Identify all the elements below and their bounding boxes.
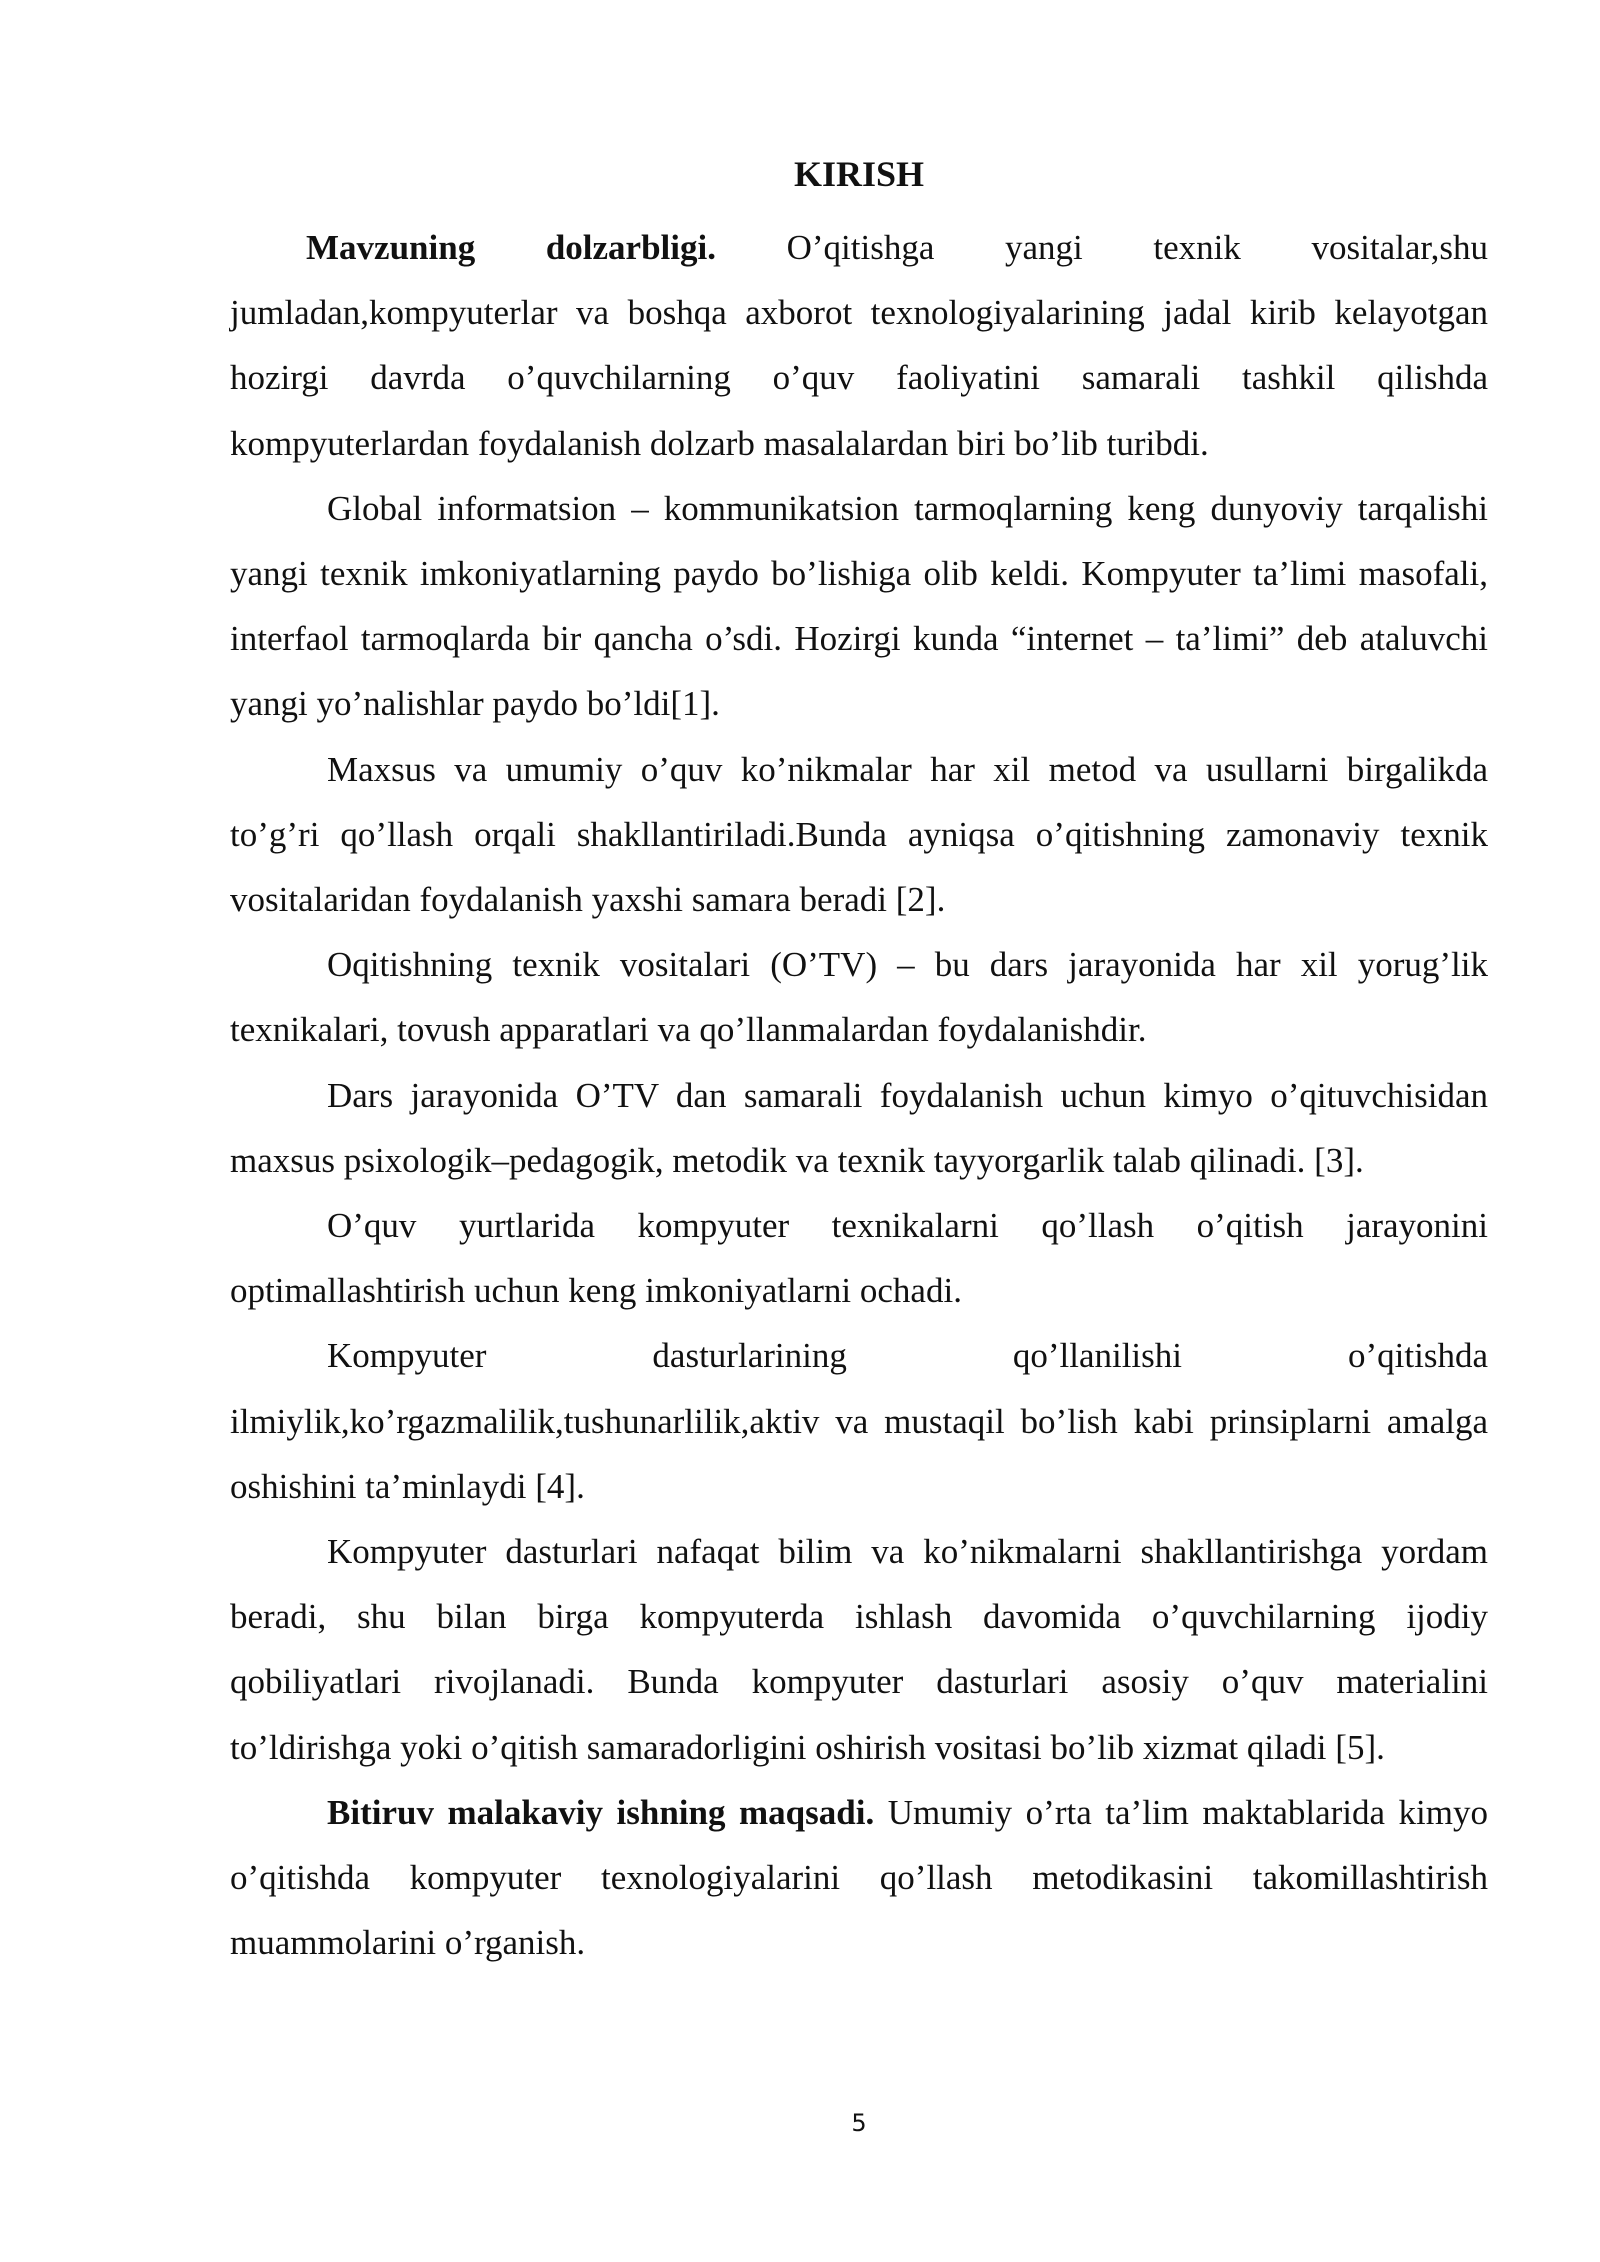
paragraph-educational-institutions: O’quv yurtlarida kompyuter texnikalarni qo’llash o’qitish jarayonini optimallashtirish uchun keng imkoniyatlarni ochadi. xyxy=(230,1206,1488,1311)
paragraph-global-networks: Global informatsion – kommunikatsion tarmoqlarning keng dunyoviy tarqalishi yangi texnik imkoniyatlarning paydo bo’lishiga olib keldi. Kompyuter ta’limi masofali, interfaol tarmoqlarda bir qancha o’sdi. Hozirgi kunda “internet – ta’limi” deb ataluvchi yangi yo’nalishlar paydo bo’ldi[1]. xyxy=(230,488,1488,724)
paragraph-goal xyxy=(230,1780,1488,1976)
paragraph-software-benefits: Kompyuter dasturlari nafaqat bilim va ko’nikmalarni shakllantirishga yordam beradi, shu bilan birga kompyuterda ishlash davomida o’quvchilarning ijodiy qobiliyatlari rivojlanadi. Bunda kompyuter dasturlari asosiy o’quv materialini to’ldirishga yoki o’qitish samaradorligini oshirish vositasi bo’lib xizmat qiladi [5]. xyxy=(230,1532,1488,1767)
page-number: 5 xyxy=(851,2109,867,2137)
section-heading: KIRISH xyxy=(793,154,925,194)
relevance-lead: Mavzuning dolzarbligi. xyxy=(306,228,716,267)
paragraph-relevance xyxy=(230,215,1488,476)
relevance-text: O’qitishga yangi texnik vositalar,shu jumladan,kompyuterlar va boshqa axborot texnologiyalarining jadal kirib kelayotgan hozirgi davrda o’quvchilarning o’quv faoliyatini samarali tashkil qilishda kompyuterlardan foydalanish dolzarb masalalardan biri bo’lib turibdi. xyxy=(230,228,1488,463)
paragraph-learning-skills: Maxsus va umumiy o’quv ko’nikmalar har xil metod va usullarni birgalikda to’g’ri qo’llash orqali shakllantiriladi.Bunda ayniqsa o’qitishning zamonaviy texnik vositalaridan foydalanish yaxshi samara beradi [2]. xyxy=(230,749,1488,920)
paragraph-technical-tools: Oqitishning texnik vositalari (O’TV) – bu dars jarayonida har xil yorug’lik texnikalari, tovush apparatlari va qo’llanmalardan foydalanishdir. xyxy=(230,945,1488,1050)
page-content xyxy=(230,150,1488,1975)
paragraph-software-principles: Kompyuter dasturlarining qo’llanilishi o’qitishda ilmiylik,ko’rgazmalilik,tushunarlilik,aktiv va mustaqil bo’lish kabi prinsiplarni amalga oshishini ta’minlaydi [4]. xyxy=(230,1336,1488,1506)
paragraph-teacher-preparation: Dars jarayonida O’TV dan samarali foydalanish uchun kimyo o’qituvchisidan maxsus psixologik–pedagogik, metodik va texnik tayyorgarlik talab qilinadi. [3]. xyxy=(230,1075,1488,1180)
goal-text: Umumiy o’rta ta’lim maktablarida kimyo o’qitishda kompyuter texnologiyalarini qo’llash metodikasini takomillashtirish muammolarini o’rganish. xyxy=(230,1792,1488,1963)
goal-lead: Bitiruv malakaviy ishning maqsadi. xyxy=(327,1792,875,1832)
